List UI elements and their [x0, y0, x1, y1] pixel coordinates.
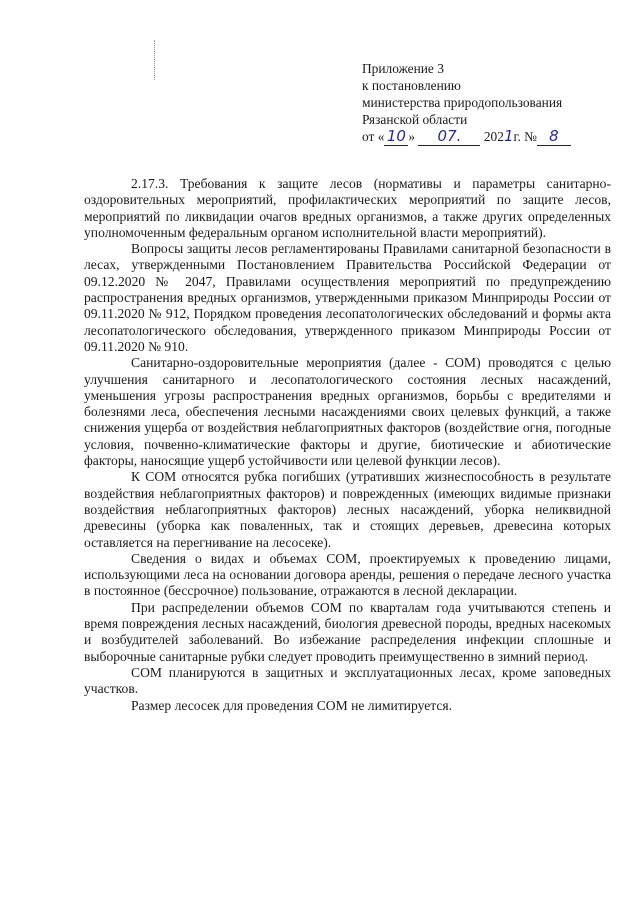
appendix-line-4: Рязанской области	[362, 112, 468, 127]
scan-margin-mark	[154, 40, 157, 80]
appendix-line-3: министерства природопользования	[362, 95, 563, 110]
year-digit: 1	[503, 127, 514, 145]
year-prefix: 202	[483, 129, 504, 144]
paragraph: Размер лесосек для проведения СОМ не лимитируется.	[131, 697, 453, 713]
date-month: 07.	[418, 128, 480, 146]
date-mid: »	[408, 129, 416, 144]
number-label: г. №	[513, 129, 537, 144]
document-number: 8	[537, 128, 571, 146]
paragraph: Санитарно-оздоровительные мероприятия (далее - СОМ) проводятся с целью улучшения санитарного и лесопатологического состояния лесных насаждений, уменьшения угрозы распространения вредных организмов, борьбы с вредителями и болезнями леса, обеспечения лесными насаждениями своих целевых функций, а также снижения ущерба от воздействия неблагоприятных факторов (воздействие огня, погодные условия, почвенно-климатические факторы и другие, биотические и абиотические факторы, наносящие ущерб устойчивости или целевой функции лесов).	[84, 355, 611, 469]
paragraph: Вопросы защиты лесов регламентированы Правилами санитарной безопасности в лесах, утвержденными Постановлением Правительства Российской Федерации от 09.12.2020 № 2047, Правилами осуществления мероприятий по предупреждению распространения вредных организмов, утвержденными приказом Минприроды России от 09.11.2020 № 912, Порядком проведения лесопатологических обследований и формы акта лесопатологического обследования, утвержденного приказом Минприроды России от 09.11.2020 № 910.	[84, 241, 611, 354]
appendix-date-line	[362, 128, 612, 146]
paragraph: К СОМ относятся рубка погибших (утративших жизнеспособность в результате воздействия неблагоприятных факторов) и поврежденных (имеющих видимые признаки воздействия неблагоприятных факторов) лесных насаждений, уборка неликвидной древесины (уборка как поваленных, так и стоящих деревьев, древесина которых оставляется на перегнивание на лесосеке).	[84, 469, 611, 550]
appendix-header	[362, 60, 612, 146]
paragraph: Сведения о видах и объемах СОМ, проектируемых к проведению лицами, использующими леса на основании договора аренды, решения о передаче лесного участка в постоянное (бессрочное) пользование, отражаются в лесной декларации.	[84, 550, 611, 599]
date-prefix: от «	[362, 129, 385, 144]
appendix-title: Приложение 3	[362, 61, 444, 76]
paragraph: 2.17.3. Требования к защите лесов (нормативы и параметры санитарно-оздоровительных мероприятий, профилактических мероприятий по защите лесов, мероприятий по ликвидации очагов вредных организмов, а также других определенных уполномоченным федеральным органом исполнительной власти мероприятий).	[84, 176, 611, 240]
appendix-line-2: к постановлению	[362, 78, 461, 93]
date-day: 10	[384, 128, 408, 146]
paragraph: При распределении объемов СОМ по кварталам года учитываются степень и время повреждения лесных насаждений, биология древесной породы, вредных насекомых и возбудителей заболеваний. Во избежание распределения инфекции сплошные и выборочные санитарные рубки следует проводить преимущественно в зимний период.	[84, 599, 611, 664]
document-body	[84, 176, 611, 714]
paragraph: СОМ планируются в защитных и эксплуатационных лесах, кроме заповедных участков.	[84, 664, 611, 697]
